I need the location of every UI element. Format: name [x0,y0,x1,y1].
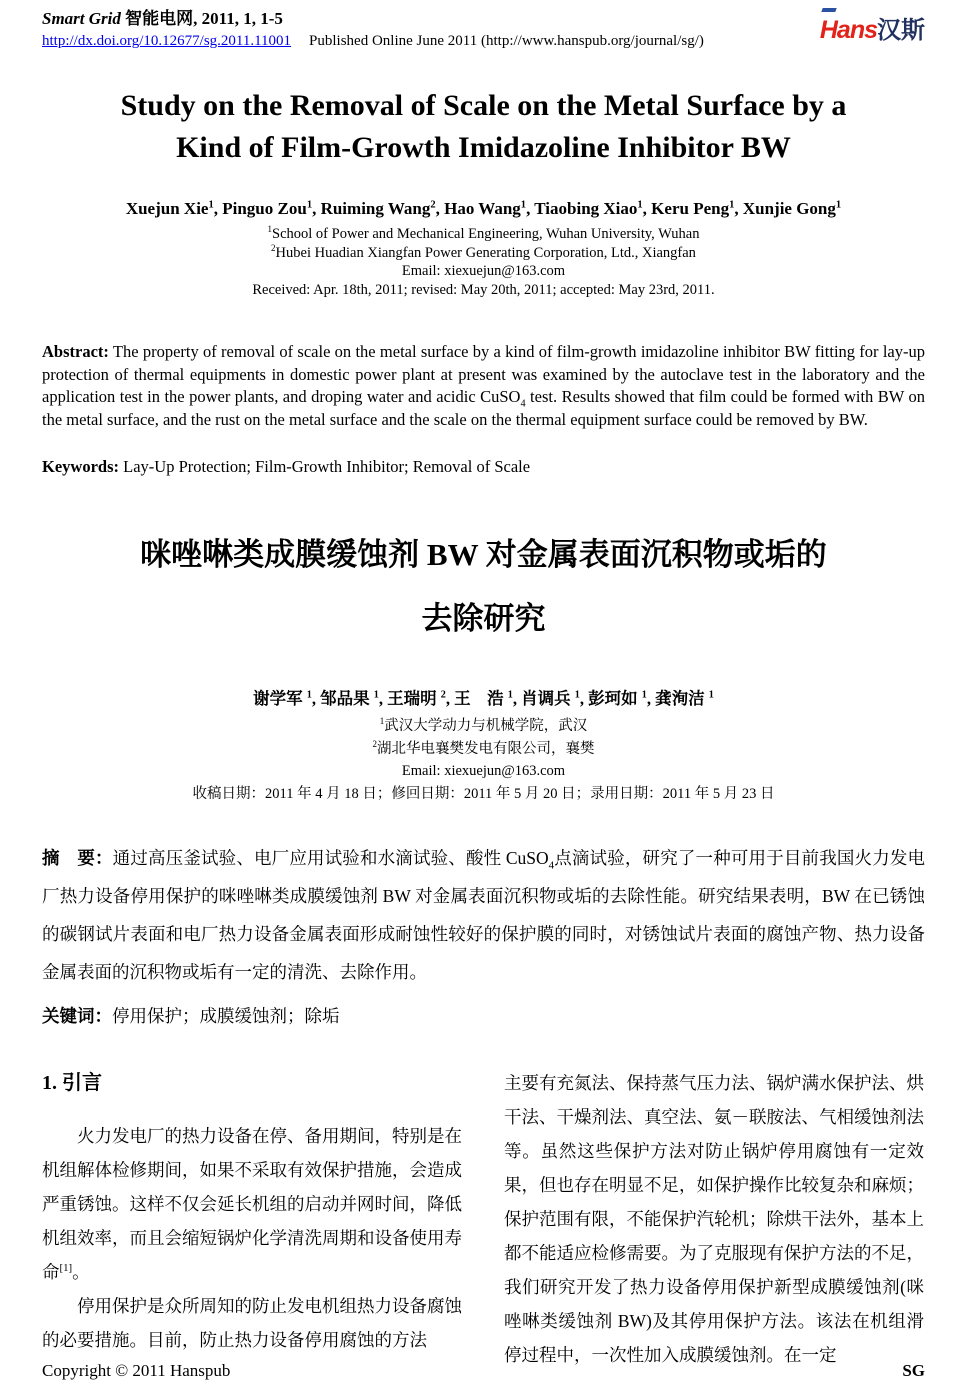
logo-accent-mark [821,8,836,12]
doi-line [42,32,704,51]
author-affil-mark: 2 [440,689,446,701]
right-column [504,1066,924,1372]
abstract-en [42,341,925,431]
affiliation-line [42,715,925,738]
affil-text: School of Power and Mechanical Engineering, Wuhan University, Wuhan [272,226,700,242]
affil-mark: 1 [379,716,385,727]
affiliation-line [42,738,925,761]
affiliation-line [42,225,925,244]
section-1-heading: 1. 引言 [42,1072,102,1094]
abstract-label: Abstract: [42,342,109,361]
page-footer [42,1361,925,1381]
abstract-cn [42,839,925,991]
author-name: , Keru Peng [642,199,730,218]
journal-name: Smart Grid [42,9,121,28]
author-affil-mark: 1 [373,689,379,701]
paper-title-cn-line1: 咪唑啉类成膜缓蚀剂 BW 对金属表面沉积物或垢的 [140,537,827,572]
keywords-cn-label: 关键词： [42,1006,112,1026]
page-header [42,8,925,51]
author-affil-mark: 1 [641,689,647,701]
citation-ref-1: [1] [59,1262,73,1275]
journal-issue-info: 智能电网, 2011, 1, 1-5 [120,9,283,28]
affiliation-line [42,244,925,263]
affil-text: 武汉大学动力与机械学院，武汉 [384,718,588,734]
author-name: , Ruiming Wang [312,199,431,218]
keywords-en [42,457,925,477]
abstract-cn-part2: 点滴试验，研究了一种可用于目前我国火力发电厂热力设备停用保护的咪唑啉类成膜缓蚀剂 BW 对金属表面沉积物或垢的去除性能。研究结果表明，BW 在已锈蚀的碳钢试片表面和电厂热力设备金属表面形成耐蚀性较好的保护膜的同时，对锈蚀试片表面的腐蚀产物、热力设备金属表面的沉积物或垢有一定的清洗、去除作用。 [42,848,926,982]
affil-text: 湖北华电襄樊发电有限公司，襄樊 [377,740,595,757]
author-name: , Hao Wang [435,199,521,218]
email-line: Email: xiexuejun@163.com [401,763,566,779]
author-affil-mark: 1 [208,199,214,211]
author-name: Xuejun Xie [125,199,209,218]
affil-mark: 2 [372,738,377,749]
author-affil-mark: 1 [306,199,313,211]
logo-hanschinese-text: 汉斯 [877,17,925,44]
abstract-text-part1: The property of removal of scale on the metal surface by a kind of film-growth imidazoline inhibitor BW fitting for lay-up protection of thermal equipments in domestic power plant at present was examined by the autoclave test in the laboratory and the application test in the power plants, and droping water and acidic CuSO [42,342,925,406]
author-name: , 彭珂如 [579,689,642,708]
abstract-cn-label: 摘 要： [42,848,113,868]
copyright-text: Copyright © 2011 Hanspub [42,1361,231,1380]
section-1-paragraph-1 [42,1119,462,1289]
left-column [42,1066,462,1372]
author-affil-mark: 1 [574,689,580,701]
authors-cn [42,685,925,709]
author-affil-mark: 1 [637,199,643,211]
journal-abbr: SG [902,1361,925,1380]
abstract-text-part2: test. Results showed that film could be formed with BW on the metal surface, and the rust on the metal surface and the scale on the thermal equipment surface could be removed by BW. [42,387,925,429]
journal-citation [42,8,704,29]
abstract-cn-part1: 通过高压釜试验、电厂应用试验和水滴试验、酸性 CuSO [112,848,549,868]
author-name: , 龚洵洁 [646,689,709,708]
published-note: Published Online June 2011 (http://www.hanspub.org/journal/sg/) [309,33,704,50]
affil-text: Hubei Huadian Xiangfan Power Generating Corporation, Ltd., Xiangfan [275,244,696,261]
section-1-paragraph-2: 停用保护是众所周知的防止发电机组热力设备腐蚀的必要措施。目前，防止热力设备停用腐蚀的方法 [42,1296,462,1350]
body-columns [42,1066,925,1372]
author-affil-mark: 1 [708,689,714,701]
received-line: Received: Apr. 18th, 2011; revised: May 20th, 2011; accepted: May 23rd, 2011. [252,281,715,298]
author-name: , 肖调兵 [512,689,575,708]
author-affil-mark: 1 [306,689,312,701]
author-affil-mark: 1 [520,199,527,211]
affil-mark: 2 [271,242,276,253]
author-affil-mark: 2 [430,199,436,211]
author-affil-mark: 1 [835,199,842,211]
keywords-label: Keywords: [42,457,119,476]
author-name: 谢学军 [253,689,307,708]
dates-line: 收稿日期：2011 年 4 月 18 日；修回日期：2011 年 5 月 20 日；录用日期：2011 年 5 月 23 日 [192,785,775,802]
author-affil-mark: 1 [729,199,735,211]
chemical-subscript: 4 [520,398,526,410]
paragraph-text: 火力发电厂的热力设备在停、备用期间，特别是在机组解体检修期间，如果不采取有效保护措施，会造成严重锈蚀。这样不仅会延长机组的启动并网时间，降低机组效率，而且会缩短锅炉化学清洗周期和设备使用寿命 [42,1126,462,1282]
email-line: Email: xiexuejun@163.com [401,263,566,279]
keywords-cn [42,1003,925,1028]
author-name: , 邹品果 [311,689,374,708]
affiliations-cn [42,715,925,805]
author-name: , Tiaobing Xiao [526,199,638,218]
author-name: , 王瑞明 [378,689,441,708]
paper-title-en-line2: Kind of Film-Growth Imidazoline Inhibitor BW [176,131,791,164]
section-1-paragraph-continued: 主要有充氮法、保持蒸气压力法、锅炉满水保护法、烘干法、干燥剂法、真空法、氨－联胺法、气相缓蚀剂法等。虽然这些保护方法对防止锅炉停用腐蚀有一定效果，但也存在明显不足，如保护操作比较复杂和麻烦；保护范围有限，不能保护汽轮机；除烘干法外，基本上都不能适应检修需要。为了克服现有保护方法的不足，我们研究开发了热力设备停用保护新型成膜缓蚀剂(咪唑啉类缓蚀剂 BW)及其停用保护方法。该法在机组滑停过程中，一次性加入成膜缓蚀剂。在一定 [504,1073,924,1365]
affiliations-en [42,225,925,299]
paper-title-en-line1: Study on the Removal of Scale on the Metal Surface by a [120,89,847,122]
paper-title-cn [42,523,925,651]
author-name: , Xunjie Gong [734,199,836,218]
author-affil-mark: 1 [507,689,513,701]
paper-title-en [42,85,925,169]
affil-mark: 1 [267,224,273,235]
keywords-cn-text: 停用保护；成膜缓蚀剂；除垢 [112,1006,340,1026]
journal-header [42,8,704,51]
author-name: , Pinguo Zou [213,199,307,218]
keywords-text: Lay-Up Protection; Film-Growth Inhibitor; Removal of Scale [119,457,531,476]
hanspub-logo [820,8,925,45]
paragraph-text: 。 [72,1262,90,1282]
doi-link[interactable]: http://dx.doi.org/10.12677/sg.2011.11001 [42,33,292,50]
logo-hans-text: Hans [819,16,877,44]
authors-en [42,199,925,219]
author-name: , 王 浩 [445,689,508,708]
paper-title-cn-line2: 去除研究 [421,601,546,636]
chemical-subscript: 4 [548,859,555,872]
